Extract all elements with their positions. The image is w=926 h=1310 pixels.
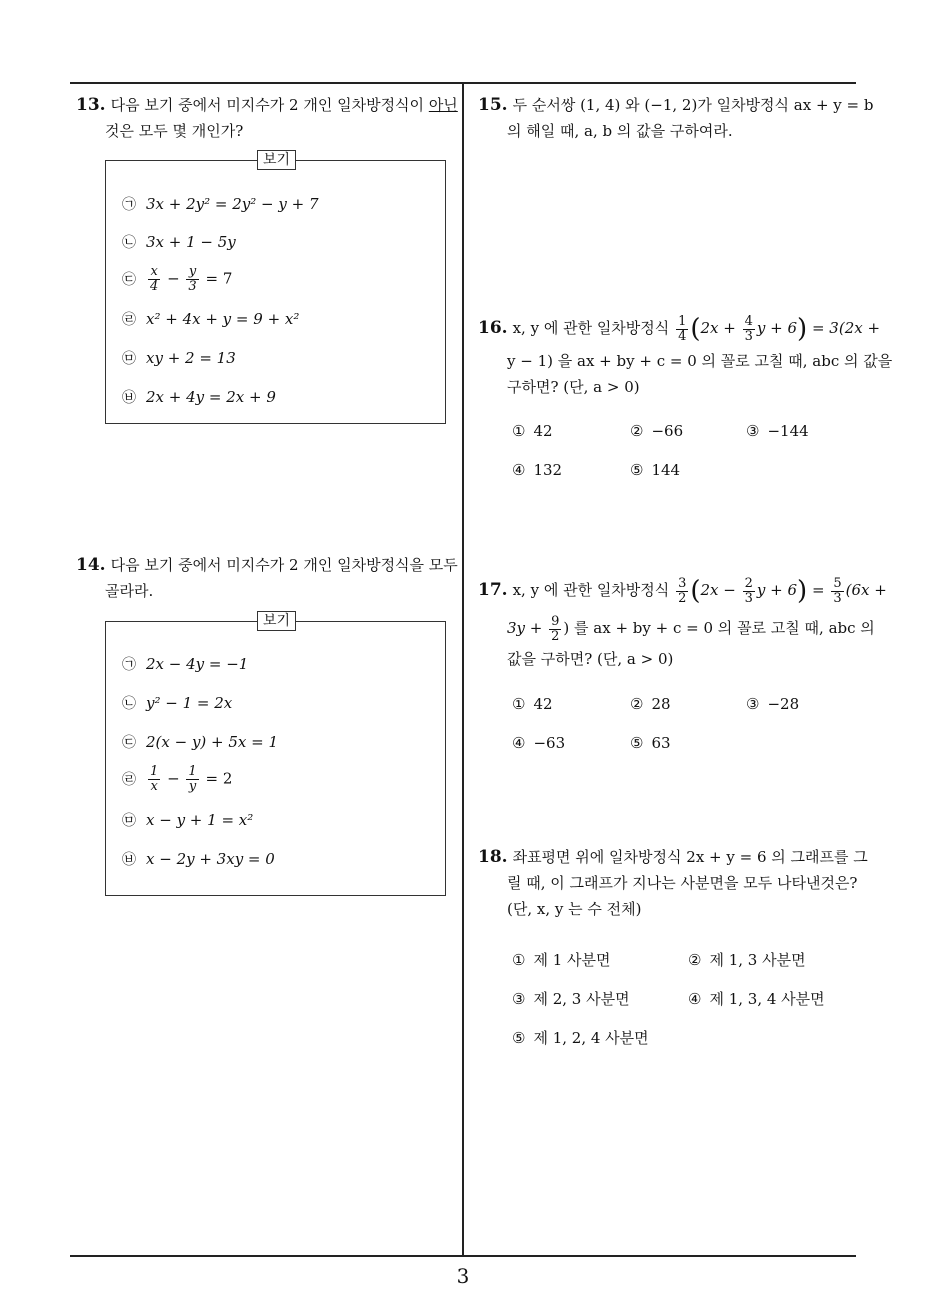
question-13 (76, 92, 458, 144)
bogi-box-13 (105, 152, 446, 424)
question-text: 좌표평면 위에 일차방정식 2x + y = 6 의 그래프를 그 (512, 848, 868, 866)
question-number: 15. (478, 95, 508, 115)
choice-5[interactable]: ⑤ 제 1, 2, 4 사분면 (512, 1029, 649, 1047)
choice-3[interactable]: ③ 제 2, 3 사분면 (512, 990, 630, 1008)
bogi-label: 보기 (257, 150, 296, 170)
question-text: 것은 모두 몇 개인가? (105, 122, 244, 140)
choice-1[interactable]: ① 42 (512, 422, 553, 440)
question-18 (478, 844, 868, 922)
choice-2[interactable]: ② −66 (630, 422, 684, 440)
bogi-label: 보기 (257, 611, 296, 631)
bogi-item: ㉤ x − y + 1 = x² (122, 811, 254, 829)
question-text: 값을 구하면? (단, a > 0) (507, 650, 674, 668)
choice-4[interactable]: ④ −63 (512, 734, 566, 752)
question-number: 18. (478, 847, 508, 867)
question-text: 다음 보기 중에서 미지수가 2 개인 일차방정식을 모두 (110, 556, 458, 574)
question-number: 13. (76, 95, 106, 115)
bogi-item: ㉠ 2x − 4y = −1 (122, 655, 249, 673)
bogi-item: ㉥ x − 2y + 3xy = 0 (122, 850, 275, 868)
bogi-item: ㉢ 2(x − y) + 5x = 1 (122, 733, 279, 751)
choice-3[interactable]: ③ −144 (746, 422, 809, 440)
choice-2[interactable]: ② 제 1, 3 사분면 (688, 951, 806, 969)
choice-4[interactable]: ④ 132 (512, 461, 563, 479)
bogi-item: ㉡ 3x + 1 − 5y (122, 233, 236, 251)
question-number: 16. (478, 318, 508, 338)
choice-5[interactable]: ⑤ 63 (630, 734, 671, 752)
question-16: 16. x, y 에 관한 일차방정식 $\frac{1}{4}$ (2x + $\frac{4}{3}$ y + 6) = 3(2x + y − 1) 을 ax + by + c = 0 의 꼴로 고칠 때, abc 의 값을 구하면? (단, a > 0) (478, 308, 892, 400)
question-17: 17. x, y 에 관한 일차방정식 $\frac{3}{2}$ (2x − $\frac{2}{3}$ y + 6) = $\frac{5}{3}$ (6x + 3y + $\frac{9}{2}$ ) 를 ax + by + c = 0 의 꼴로 고칠 때, abc 의 값을 구하면? (단, a > 0) (478, 570, 887, 672)
question-text: y − 1) 을 ax + by + c = 0 의 꼴로 고칠 때, abc 의 값을 (507, 352, 893, 370)
bogi-box-14 (105, 613, 446, 896)
emphasis-underline: 아닌 (428, 96, 458, 114)
choice-4[interactable]: ④ 제 1, 3, 4 사분면 (688, 990, 825, 1008)
question-text: 골라라. (105, 582, 154, 600)
choice-1[interactable]: ① 42 (512, 695, 553, 713)
question-text: 의 해일 때, a, b 의 값을 구하여라. (507, 122, 733, 140)
question-text: (단, x, y 는 수 전체) (507, 900, 642, 918)
choice-3[interactable]: ③ −28 (746, 695, 800, 713)
question-text: 두 순서쌍 (1, 4) 와 (−1, 2)가 일차방정식 ax + y = b (512, 96, 874, 114)
question-14 (76, 552, 458, 604)
question-text: 다음 보기 중에서 미지수가 2 개인 일차방정식이 (110, 96, 429, 114)
bogi-item: ㉡ y² − 1 = 2x (122, 694, 233, 712)
question-number: 14. (76, 555, 106, 575)
question-text: 릴 때, 이 그래프가 지나는 사분면을 모두 나타낸것은? (507, 874, 858, 892)
bogi-item: ㉠ 3x + 2y² = 2y² − y + 7 (122, 195, 319, 213)
choice-2[interactable]: ② 28 (630, 695, 671, 713)
question-text: 구하면? (단, a > 0) (507, 378, 640, 396)
page-number: 3 (456, 1264, 470, 1288)
question-15 (478, 92, 874, 144)
bogi-item: ㉣ x² + 4x + y = 9 + x² (122, 310, 300, 328)
bogi-item: ㉥ 2x + 4y = 2x + 9 (122, 388, 276, 406)
column-divider (462, 82, 464, 1256)
bogi-item: ㉤ xy + 2 = 13 (122, 349, 236, 367)
question-number: 17. (478, 580, 508, 600)
choice-5[interactable]: ⑤ 144 (630, 461, 681, 479)
bogi-item: ㉣ $\frac{1}{x}$ − $\frac{1}{y}$ = 2 (122, 764, 233, 794)
bogi-item: ㉢ $\frac{x}{4}$ − $\frac{y}{3}$ = 7 (122, 264, 233, 294)
choice-1[interactable]: ① 제 1 사분면 (512, 951, 611, 969)
